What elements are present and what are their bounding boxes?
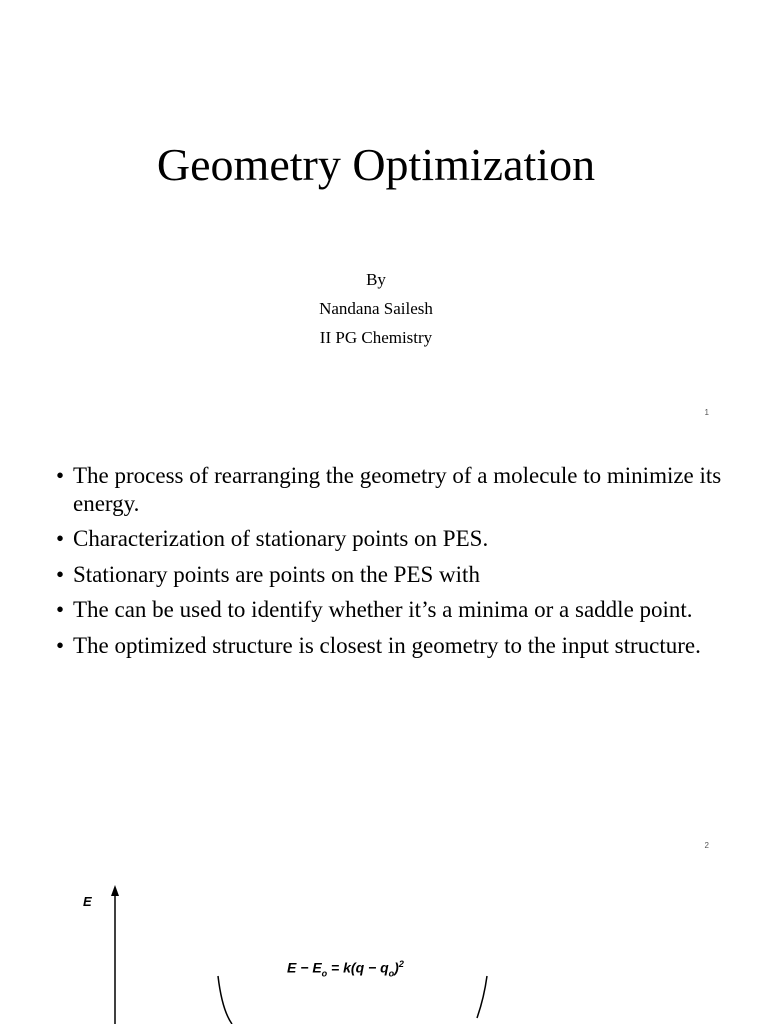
bullet-dot: •	[56, 597, 65, 622]
bullet-text: The can be used to identify whether it’s a minima or a saddle point.	[73, 597, 693, 622]
bullet-dot: •	[56, 526, 65, 551]
by-label: By	[366, 270, 386, 289]
curve-left-branch	[218, 976, 232, 1024]
author-name: Nandana Sailesh	[319, 299, 433, 318]
eq-e0-sub: o	[321, 968, 328, 979]
eq-e0: E	[312, 959, 322, 976]
bullet-item	[56, 561, 726, 589]
eq-equals: =	[327, 959, 344, 976]
slide-1-page-number: 1	[704, 408, 709, 417]
y-axis-arrow-icon	[111, 885, 119, 896]
eq-lhs: E	[287, 959, 297, 976]
bullet-item	[56, 525, 726, 553]
bullet-item	[56, 632, 726, 660]
bullet-text: Characterization of stationary points on PES.	[73, 526, 489, 551]
eq-close: )	[394, 959, 399, 976]
eq-q0-sub: o	[388, 968, 395, 979]
bullet-text: Stationary points are points on the PES with	[73, 561, 480, 587]
energy-axis-label: E	[83, 894, 92, 909]
author-block	[0, 265, 752, 352]
eq-power: 2	[398, 959, 404, 969]
course-label: II PG Chemistry	[319, 328, 433, 347]
bullet-list	[56, 462, 726, 667]
eq-minus: −	[296, 959, 313, 976]
slide-title: Geometry Optimization	[156, 139, 596, 190]
bullet-item	[56, 596, 726, 624]
energy-figure-svg	[0, 870, 768, 1024]
eq-k-part: k(q − q	[343, 959, 389, 976]
bullet-text: The process of rearranging the geometry of a molecule to minimize its energy.	[73, 463, 722, 516]
curve-right-branch	[477, 976, 487, 1018]
energy-figure	[0, 870, 768, 1024]
bullet-text: The optimized structure is closest in geometry to the input structure.	[73, 632, 701, 658]
slide-2-page-number: 2	[704, 841, 709, 850]
bullet-item	[56, 462, 726, 517]
bullet-dot: •	[56, 463, 65, 488]
bullet-dot: •	[56, 561, 65, 587]
harmonic-equation	[287, 959, 404, 978]
bullet-dot: •	[56, 632, 65, 658]
